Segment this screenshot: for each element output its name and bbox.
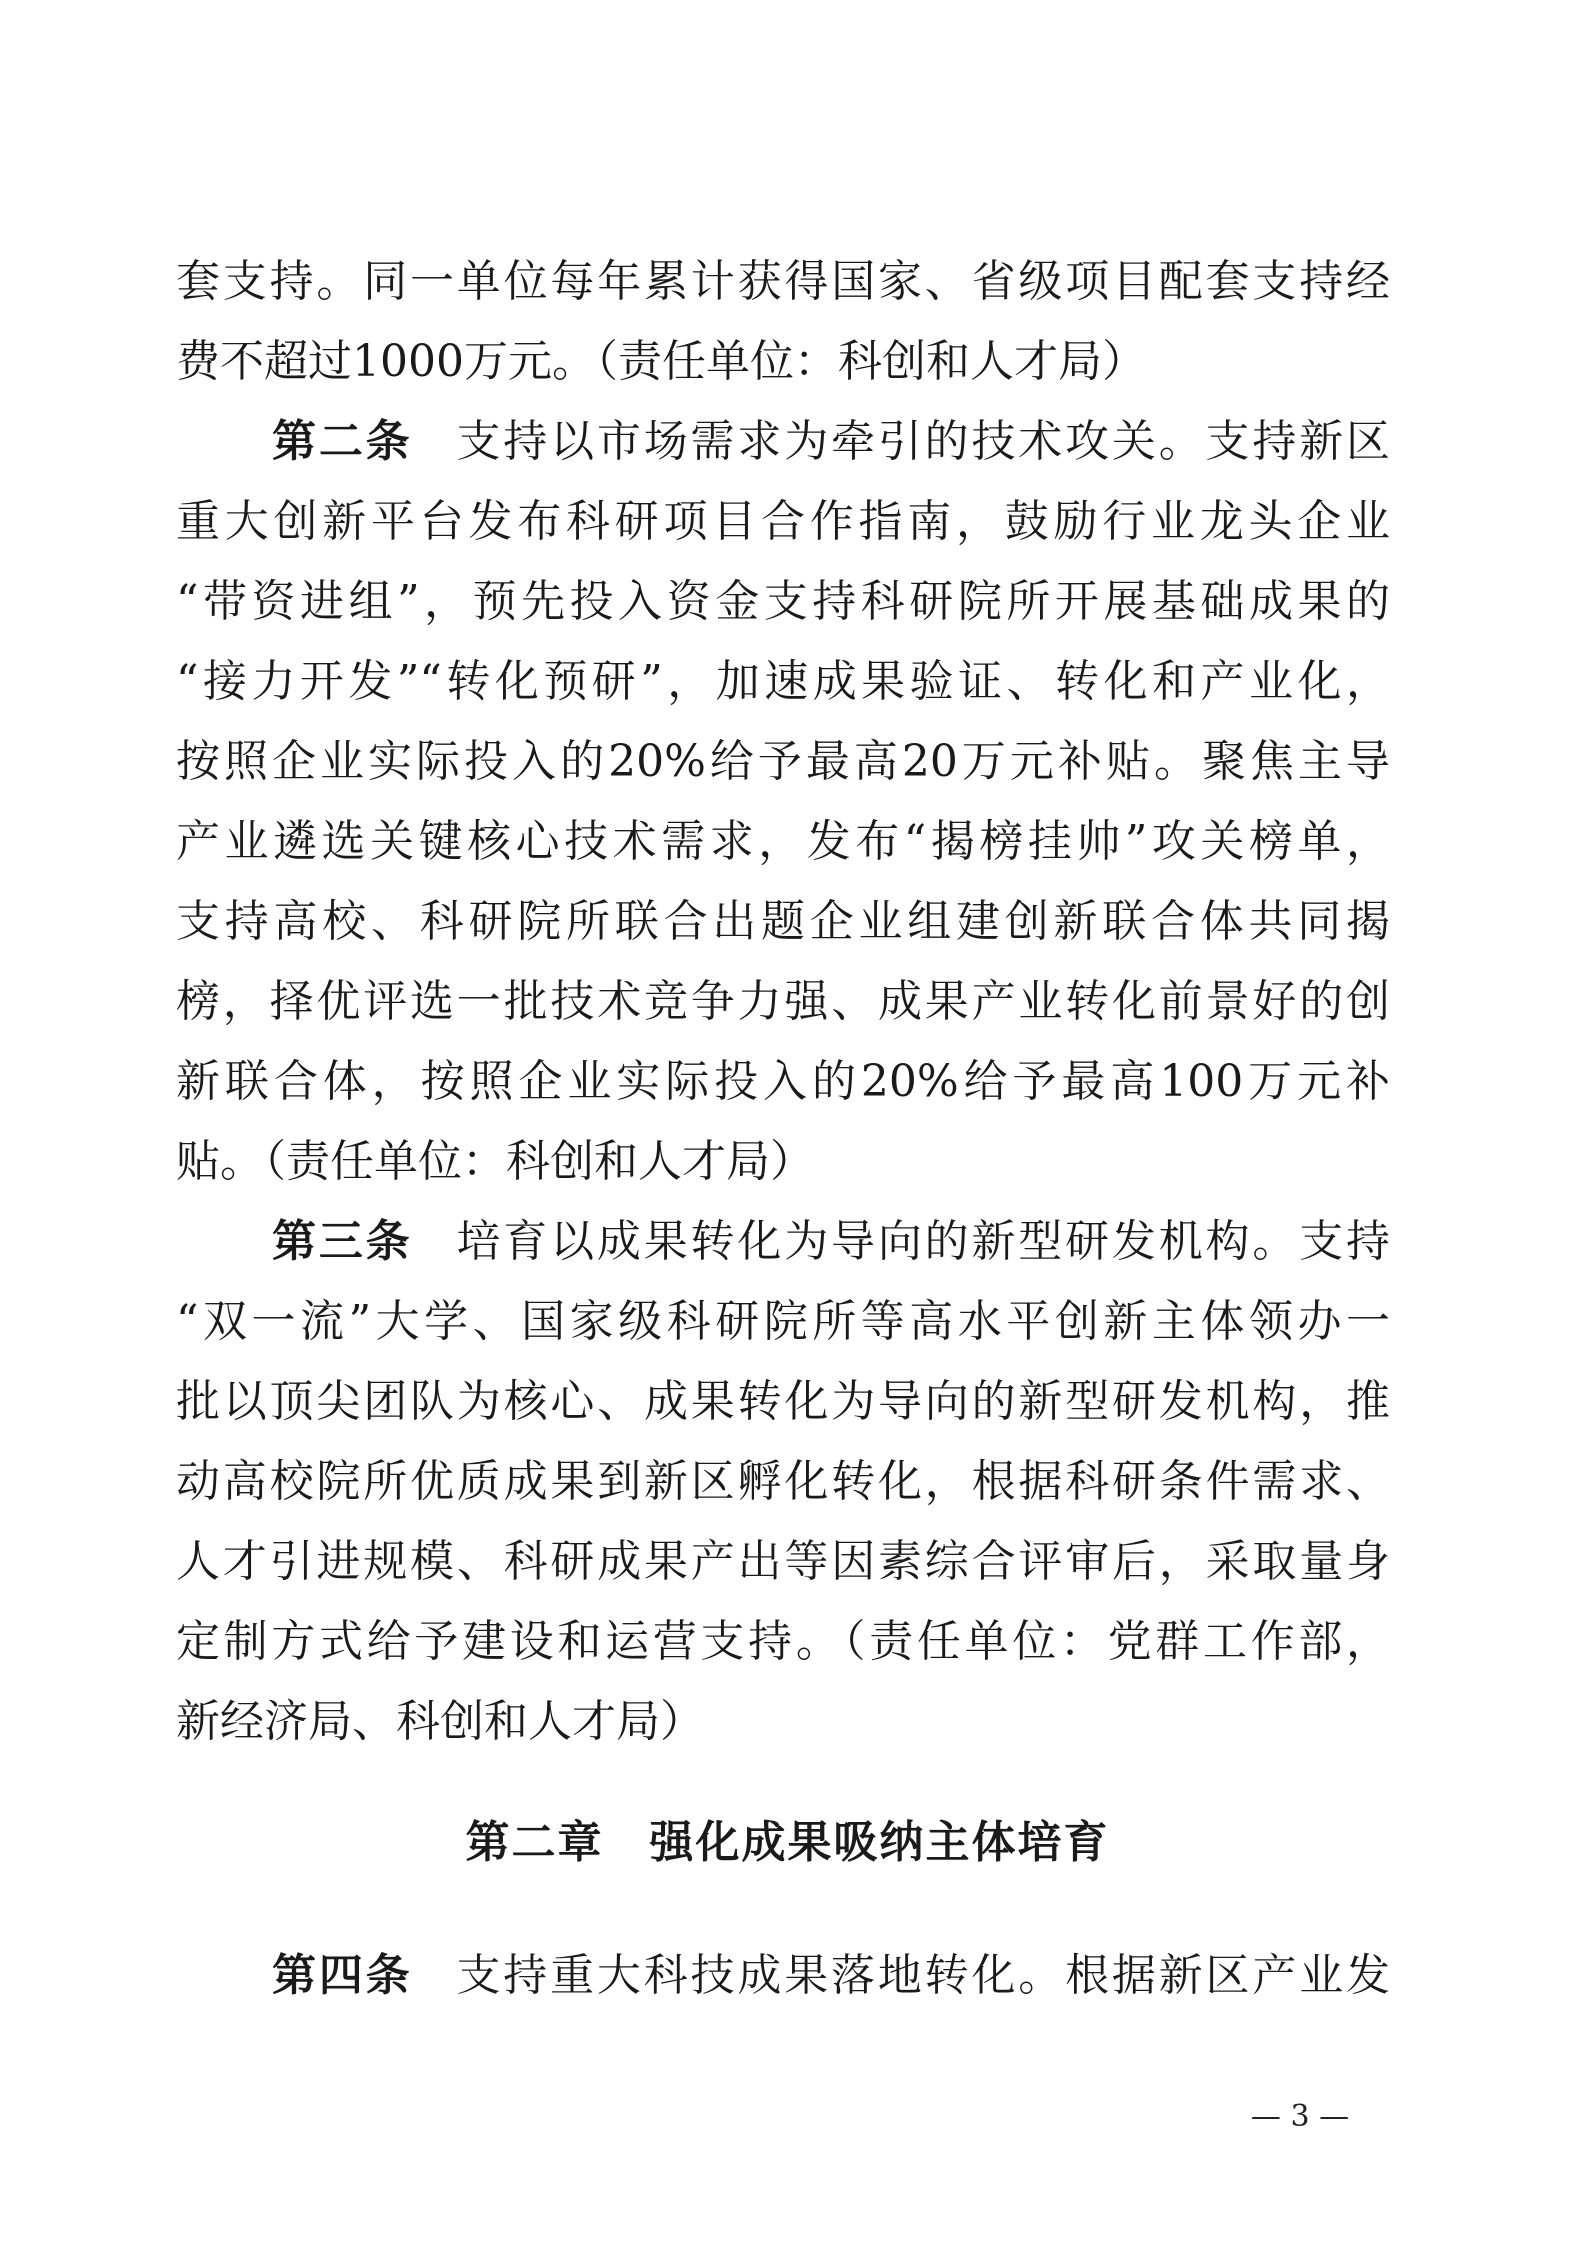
article-2-line-1 bbox=[176, 410, 1390, 474]
article-4-text: 支持重大科技成果落地转化。根据新区产业发 bbox=[456, 1950, 1391, 2001]
article-3-lead: 第三条 bbox=[272, 1216, 413, 1267]
article-2-line-5: 按照企业实际投入的20%给予最高20万元补贴。聚焦主导 bbox=[176, 736, 1390, 787]
article-3-line-6: 定制方式给予建设和运营支持。（责任单位：党群工作部， bbox=[176, 1616, 1390, 1667]
article-2-line-10: 贴。（责任单位：科创和人才局） bbox=[176, 1136, 814, 1187]
article-3-line-1 bbox=[176, 1210, 1390, 1274]
chapter-heading: 第二章 强化成果吸纳主体培育 bbox=[465, 1817, 1110, 1868]
article-2-line-8: 榜，择优评选一批技术竞争力强、成果产业转化前景好的创 bbox=[176, 976, 1390, 1027]
article-3-line-3: 批以顶尖团队为核心、成果转化为导向的新型研发机构，推 bbox=[176, 1376, 1390, 1427]
paragraph-1-line-1: 套支持。同一单位每年累计获得国家、省级项目配套支持经 bbox=[176, 256, 1390, 307]
article-2-line-7: 支持高校、科研院所联合出题企业组建创新联合体共同揭 bbox=[176, 896, 1390, 947]
paragraph-1-line-2: 费不超过1000万元。（责任单位：科创和人才局） bbox=[176, 336, 1146, 387]
article-2-line-9: 新联合体，按照企业实际投入的20%给予最高100万元补 bbox=[176, 1056, 1390, 1107]
article-2-text: 支持以市场需求为牵引的技术攻关。支持新区 bbox=[456, 416, 1391, 467]
article-3-text: 培育以成果转化为导向的新型研发机构。支持 bbox=[456, 1216, 1391, 1267]
article-4-line-1 bbox=[176, 1944, 1390, 2008]
article-2-lead: 第二条 bbox=[272, 416, 413, 467]
article-2-line-6: 产业遴选关键核心技术需求，发布“揭榜挂帅”攻关榜单， bbox=[176, 816, 1390, 867]
article-2-line-3: “带资进组”，预先投入资金支持科研院所开展基础成果的 bbox=[176, 576, 1390, 627]
article-2-line-4: “接力开发”“转化预研”，加速成果验证、转化和产业化， bbox=[176, 656, 1390, 707]
article-3-line-2: “双一流”大学、国家级科研院所等高水平创新主体领办一 bbox=[176, 1296, 1390, 1347]
article-3-line-5: 人才引进规模、科研成果产出等因素综合评审后，采取量身 bbox=[176, 1536, 1390, 1587]
article-2-line-2: 重大创新平台发布科研项目合作指南，鼓励行业龙头企业 bbox=[176, 496, 1390, 547]
article-3-line-7: 新经济局、科创和人才局） bbox=[176, 1696, 704, 1747]
article-4-lead: 第四条 bbox=[272, 1950, 413, 2001]
page-number: — 3 — bbox=[1250, 2099, 1350, 2134]
article-3-line-4: 动高校院所优质成果到新区孵化转化，根据科研条件需求、 bbox=[176, 1456, 1390, 1507]
